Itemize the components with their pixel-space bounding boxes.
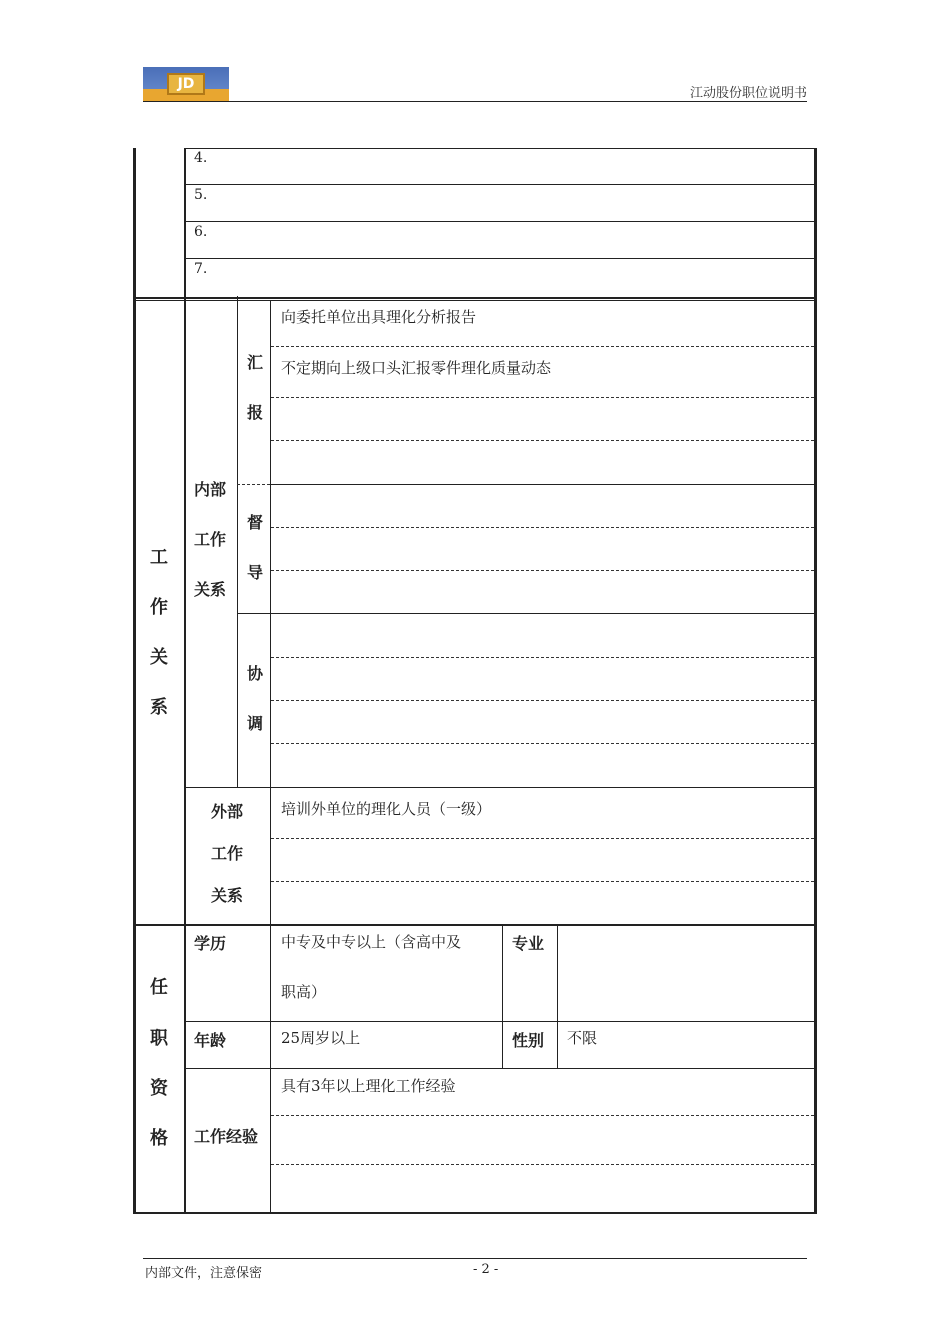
section-border xyxy=(133,924,817,926)
section-border xyxy=(133,297,817,299)
section-label-char: 任 xyxy=(150,977,168,998)
header-rule xyxy=(143,101,807,102)
row-border xyxy=(237,613,816,614)
dashed-row-line xyxy=(271,1164,814,1165)
education-label: 学历 xyxy=(194,934,227,953)
logo-text: JD xyxy=(177,76,195,92)
col-divider-4 xyxy=(502,926,503,1069)
doc-title: 江动股份职位说明书 xyxy=(689,86,807,101)
label-line: 外部 xyxy=(211,802,244,821)
row-border xyxy=(184,787,816,788)
row-border xyxy=(270,484,816,485)
row-border xyxy=(184,221,816,222)
col-divider-3 xyxy=(270,926,271,1213)
col-divider-5 xyxy=(557,926,558,1069)
section-border xyxy=(133,300,817,301)
section-label-char: 格 xyxy=(150,1128,168,1149)
footer-confidential: 内部文件，注意保密 xyxy=(145,1266,263,1281)
row-border xyxy=(184,184,816,185)
section-label-char: 系 xyxy=(150,697,168,718)
col-divider-1 xyxy=(184,148,186,1213)
dashed-row-line xyxy=(271,743,814,744)
duty-item: 5. xyxy=(194,187,208,203)
duty-item: 4. xyxy=(194,150,208,166)
row-border xyxy=(184,1068,816,1069)
col-divider-2 xyxy=(237,296,238,787)
report-item: 不定期向上级口头汇报零件理化质量动态 xyxy=(281,359,552,377)
major-label: 专业 xyxy=(512,934,545,953)
dashed-row-line xyxy=(271,881,814,882)
report-label-char: 汇 xyxy=(247,353,264,372)
experience-value: 具有3年以上理化工作经验 xyxy=(281,1077,456,1095)
dashed-row-line xyxy=(271,657,814,658)
section-label-char: 职 xyxy=(150,1028,168,1049)
footer-rule xyxy=(143,1258,807,1259)
col-divider-3 xyxy=(270,300,271,787)
dashed-row-line xyxy=(271,346,814,347)
row-border xyxy=(184,258,816,259)
table-left-border xyxy=(133,148,136,1213)
coordinate-label-char: 协 xyxy=(247,664,264,683)
dashed-row-line xyxy=(271,440,814,441)
dashed-row-line xyxy=(271,397,814,398)
report-label-char: 报 xyxy=(247,403,264,422)
row-border xyxy=(184,1021,816,1022)
label-line: 内部 xyxy=(194,480,227,499)
section-label-char: 作 xyxy=(150,597,168,618)
gender-value: 不限 xyxy=(567,1029,598,1047)
table-bottom-border xyxy=(133,1212,817,1214)
education-value-line2: 职高） xyxy=(281,983,327,1001)
supervise-label-char: 督 xyxy=(247,513,264,532)
label-dash xyxy=(237,484,270,485)
gender-label: 性别 xyxy=(512,1031,545,1050)
label-line: 工作 xyxy=(194,530,227,549)
dashed-row-line xyxy=(271,527,814,528)
section-label-char: 关 xyxy=(150,647,168,668)
experience-label: 工作经验 xyxy=(194,1127,259,1146)
label-line: 工作 xyxy=(211,844,244,863)
duty-item: 6. xyxy=(194,224,208,240)
dashed-row-line xyxy=(271,570,814,571)
dashed-row-line xyxy=(271,838,814,839)
label-line: 关系 xyxy=(194,580,227,599)
external-item: 培训外单位的理化人员（一级） xyxy=(281,800,492,818)
row-border xyxy=(184,148,816,149)
label-line: 关系 xyxy=(211,886,244,905)
col-divider-3 xyxy=(270,787,271,925)
page-number: - 2 - xyxy=(473,1262,499,1277)
coordinate-label-char: 调 xyxy=(247,714,264,733)
company-logo xyxy=(143,67,229,101)
education-value-line1: 中专及中专以上（含高中及 xyxy=(281,933,462,951)
dashed-row-line xyxy=(271,1115,814,1116)
table-right-border xyxy=(814,148,817,1213)
age-value: 25周岁以上 xyxy=(281,1029,361,1047)
dashed-row-line xyxy=(271,700,814,701)
section-label-char: 工 xyxy=(150,547,168,568)
report-item: 向委托单位出具理化分析报告 xyxy=(281,308,477,326)
duty-item: 7. xyxy=(194,261,208,277)
supervise-label-char: 导 xyxy=(247,563,264,582)
age-label: 年龄 xyxy=(194,1031,227,1050)
section-label-char: 资 xyxy=(150,1078,168,1099)
